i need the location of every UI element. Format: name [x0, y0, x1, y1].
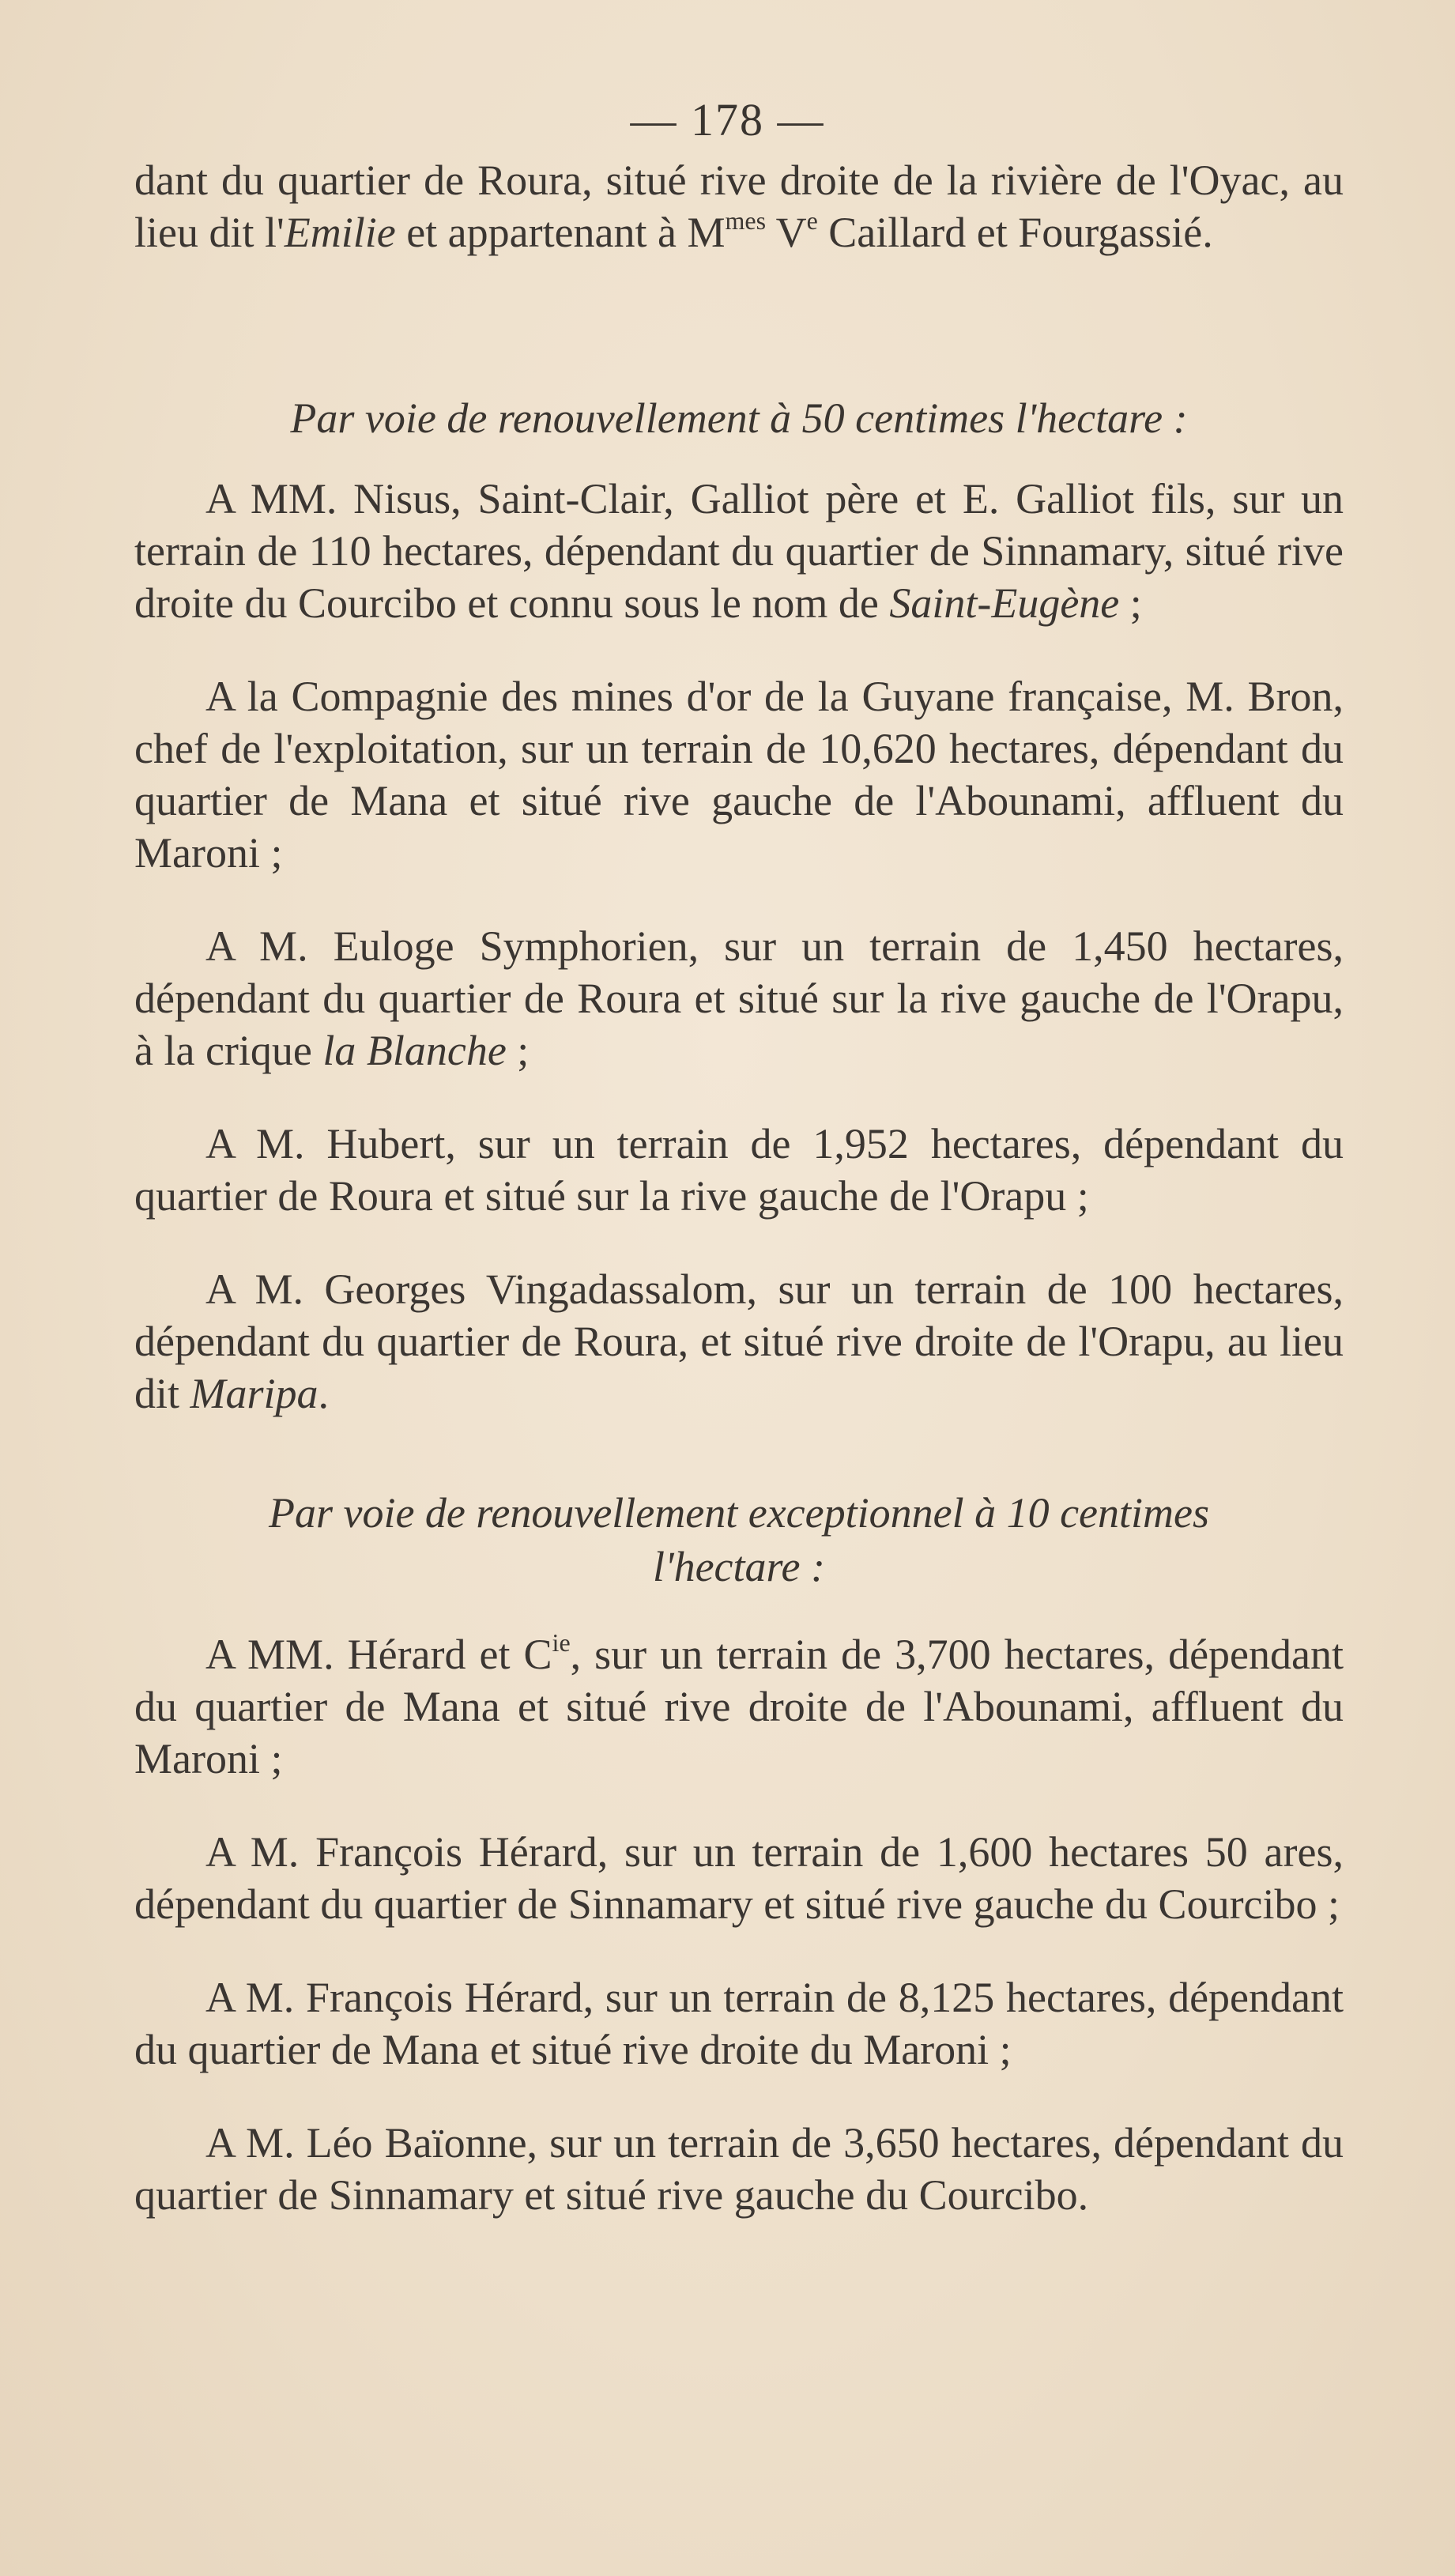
section-heading-exceptionnel: Par voie de renouvellement exceptionnel à 10 centimes l'hectare : — [268, 1489, 1210, 1590]
place-name: Maripa — [190, 1370, 319, 1417]
place-name: Emilie — [284, 209, 396, 256]
paragraph-8: A M. François Hérard, sur un terrain de 8,125 hectares, dépendant du quartier de Mana et situé rive droite du Maroni ; — [134, 1974, 1344, 2073]
page-number: — 178 — — [630, 94, 825, 145]
list-exceptionnel — [134, 1628, 1344, 2221]
paragraph-6: A MM. Hérard et $C^{ie}$, sur un terrain de 3,700 hectares, dépendant du quartier de Mana et situé rive droite de l'Abounami, affluent du Maroni ; — [134, 1628, 1344, 1782]
paragraph-4: A M. Hubert, sur un terrain de 1,952 hectares, dépendant du quartier de Roura et situé sur la rive gauche de l'Orapu ; — [134, 1120, 1344, 1220]
list-renouvellement — [134, 473, 1344, 1420]
place-name: la Blanche — [322, 1027, 507, 1074]
paragraph-7: A M. François Hérard, sur un terrain de 1,600 hectares 50 ares, dépendant du quartier de Sinnamary et situé rive gauche du Courcibo ; — [134, 1828, 1344, 1928]
paragraph-1: A MM. Nisus, Saint-Clair, Galliot père et E. Galliot fils, sur un terrain de 110 hectares, dépendant du quartier de Sinnamary, situé rive droite du Courcibo et connu sous le nom de Saint-Eugène ; — [134, 475, 1344, 627]
place-name: Saint-Eugène — [889, 579, 1120, 627]
paragraph-5: A M. Georges Vingadassalom, sur un terrain de 100 hectares, dépendant du quartier de Roura, et situé rive droite de l'Orapu, au lieu dit Maripa. — [134, 1265, 1344, 1417]
paragraph-9: A M. Léo Baïonne, sur un terrain de 3,650 hectares, dépendant du quartier de Sinnamary et situé rive gauche du Courcibo. — [134, 2119, 1344, 2219]
paragraph-0: dant du quartier de Roura, situé rive droite de la rivière de l'Oyac, au lieu dit l'Emilie et appartenant à $M^{mes}$ Ve Caillard et Fourgassié. — [134, 157, 1344, 256]
section-heading-renouvellement: Par voie de renouvellement à 50 centimes l'hectare : — [290, 394, 1188, 442]
paragraph-3: A M. Euloge Symphorien, sur un terrain de 1,450 hectares, dépendant du quartier de Roura et situé sur la rive gauche de l'Orapu, à la crique la Blanche ; — [134, 922, 1344, 1074]
paragraph-continuation — [134, 154, 1344, 258]
paragraph-2: A la Compagnie des mines d'or de la Guyane française, M. Bron, chef de l'exploitation, sur un terrain de 10,620 hectares, dépendant du quartier de Mana et situé rive gauche de l'Abounami, affluent du Maroni ; — [134, 673, 1344, 877]
